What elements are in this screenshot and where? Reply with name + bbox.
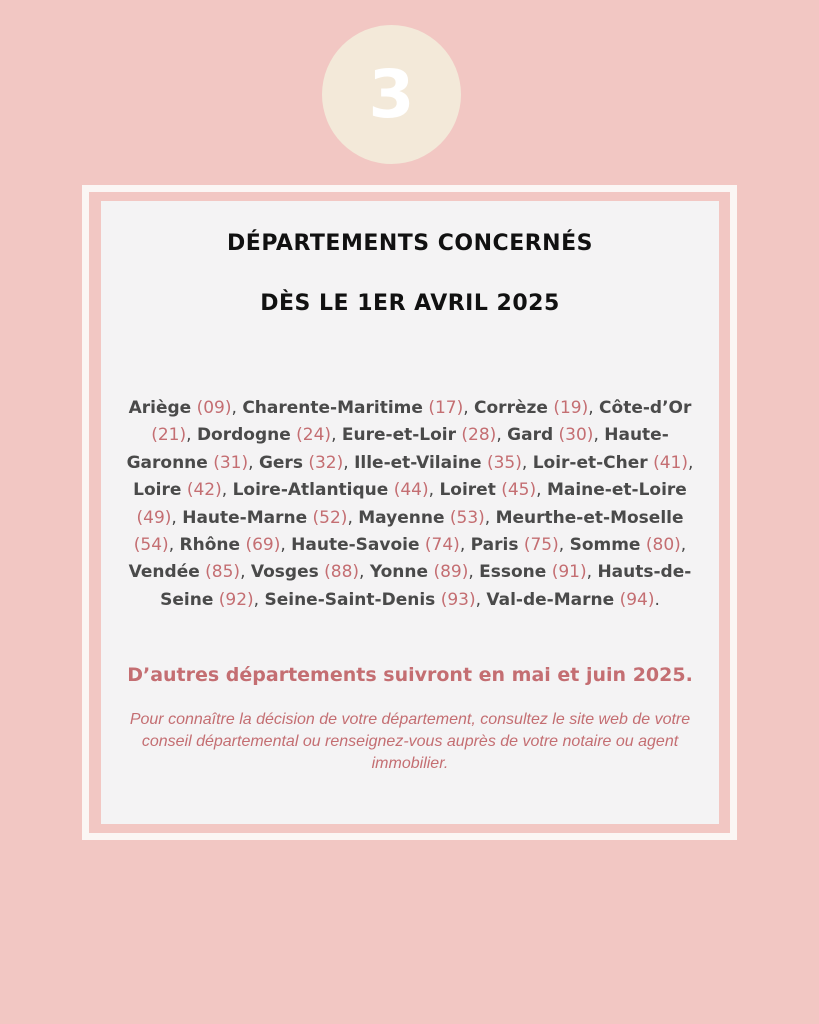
department-name: Paris xyxy=(470,535,519,556)
department-code: (45) xyxy=(501,480,537,501)
department-name: Haute-Garonne xyxy=(126,425,669,473)
department-item xyxy=(182,508,347,528)
department-name: Charente-Maritime xyxy=(242,398,423,418)
department-item xyxy=(354,453,522,473)
department-name: Ariège xyxy=(128,398,192,418)
department-name: Essone xyxy=(479,562,547,583)
department-item xyxy=(129,398,232,418)
department-name: Ille-et-Vilaine xyxy=(354,452,482,473)
department-item xyxy=(471,535,559,555)
department-code: (69) xyxy=(245,535,281,556)
department-name: Hauts-de-Seine xyxy=(160,562,692,610)
department-name: Côte-d’Or xyxy=(599,398,692,418)
advice-note: Pour connaître la décision de votre département, consultez le site web de votre conseil départemental ou renseignez-vous auprès de votre notaire ou agent immobilier. xyxy=(129,711,691,772)
department-name: Yonne xyxy=(369,562,429,583)
department-item xyxy=(358,508,485,528)
department-code: (21) xyxy=(151,425,187,446)
department-item xyxy=(370,562,468,582)
department-code: (24) xyxy=(296,425,332,446)
followup-notice: D’autres départements suivront en mai et juin 2025. xyxy=(127,664,693,686)
department-item xyxy=(342,425,496,445)
department-item xyxy=(291,535,460,555)
department-name: Loir-et-Cher xyxy=(532,452,648,473)
department-item xyxy=(264,590,475,610)
department-item xyxy=(507,425,593,445)
department-name: Eure-et-Loir xyxy=(341,425,457,446)
department-name: Somme xyxy=(569,535,641,556)
department-name: Haute-Marne xyxy=(182,507,308,528)
department-item xyxy=(233,480,429,500)
department-name: Mayenne xyxy=(358,507,445,528)
department-item xyxy=(533,453,688,473)
department-code: (42) xyxy=(186,480,222,501)
department-item xyxy=(197,425,331,445)
card-subtitle: DÈS LE 1ER AVRIL 2025 xyxy=(260,291,560,316)
department-name: Loire-Atlantique xyxy=(232,480,389,501)
department-code: (54) xyxy=(133,535,169,556)
department-code: (44) xyxy=(393,480,429,501)
department-code: (92) xyxy=(218,589,254,610)
department-item xyxy=(259,453,343,473)
department-code: (19) xyxy=(553,398,589,418)
department-item xyxy=(439,480,536,500)
department-code: (09) xyxy=(196,398,232,418)
department-code: (88) xyxy=(324,562,360,583)
department-name: Val-de-Marne xyxy=(486,589,615,610)
department-item xyxy=(479,562,586,582)
department-code: (80) xyxy=(645,535,681,556)
department-code: (28) xyxy=(461,425,497,446)
department-code: (93) xyxy=(440,589,476,610)
department-item xyxy=(133,480,222,500)
department-code: (31) xyxy=(213,452,249,473)
step-circle xyxy=(322,25,461,164)
department-name: Vendée xyxy=(128,562,200,583)
card-title: DÉPARTEMENTS CONCERNÉS xyxy=(227,231,593,256)
department-item xyxy=(570,535,681,555)
department-code: (91) xyxy=(551,562,587,583)
department-name: Haute-Savoie xyxy=(291,535,420,556)
info-card xyxy=(101,201,719,824)
department-code: (94) xyxy=(619,589,655,610)
department-code: (17) xyxy=(428,398,464,418)
department-name: Corrèze xyxy=(474,398,548,418)
department-code: (41) xyxy=(653,452,688,473)
department-name: Loire xyxy=(133,480,182,501)
department-name: Dordogne xyxy=(196,425,291,446)
department-code: (49) xyxy=(136,507,172,528)
department-name: Gers xyxy=(258,452,303,473)
department-code: (89) xyxy=(433,562,469,583)
department-name: Maine-et-Loire xyxy=(546,480,687,501)
department-name: Loiret xyxy=(439,480,496,501)
department-code: (35) xyxy=(486,452,522,473)
department-item xyxy=(180,535,281,555)
department-name: Meurthe-et-Moselle xyxy=(495,507,684,528)
department-item xyxy=(486,590,654,610)
department-item xyxy=(251,562,359,582)
department-name: Gard xyxy=(507,425,554,446)
step-number: 3 xyxy=(368,55,415,133)
department-code: (75) xyxy=(523,535,559,556)
department-item xyxy=(129,562,240,582)
department-code: (74) xyxy=(424,535,460,556)
department-name: Seine-Saint-Denis xyxy=(264,589,436,610)
department-item xyxy=(474,398,588,418)
department-name: Vosges xyxy=(250,562,319,583)
department-code: (53) xyxy=(449,507,485,528)
department-item xyxy=(242,398,463,418)
department-code: (52) xyxy=(312,507,348,528)
department-list: Ariège (09), Charente-Maritime (17), Corrèze (19), Côte-d’Or (21), Dordogne (24), Eure-et-Loir (28), Gard (30), Haute-Garonne (31), Gers (32), Ille-et-Vilaine (35), Loir-et-Cher (41), Loire (42), Loire-Atlantique (44), Loiret (45), Maine-et-Loire (49), Haute-Marne (52), Mayenne (53), Meurthe-et-Moselle (54), Rhône (69), Haute-Savoie (74), Paris (75), Somme (80), Vendée (85), Vosges (88), Yonne (89), Essone (91), Hauts-de-Seine (92), Seine-Saint-Denis (93), Val-de-Marne (94). xyxy=(126,398,694,610)
department-code: (32) xyxy=(308,452,344,473)
department-code: (30) xyxy=(558,425,594,446)
department-name: Rhône xyxy=(179,535,241,556)
department-code: (85) xyxy=(205,562,241,583)
